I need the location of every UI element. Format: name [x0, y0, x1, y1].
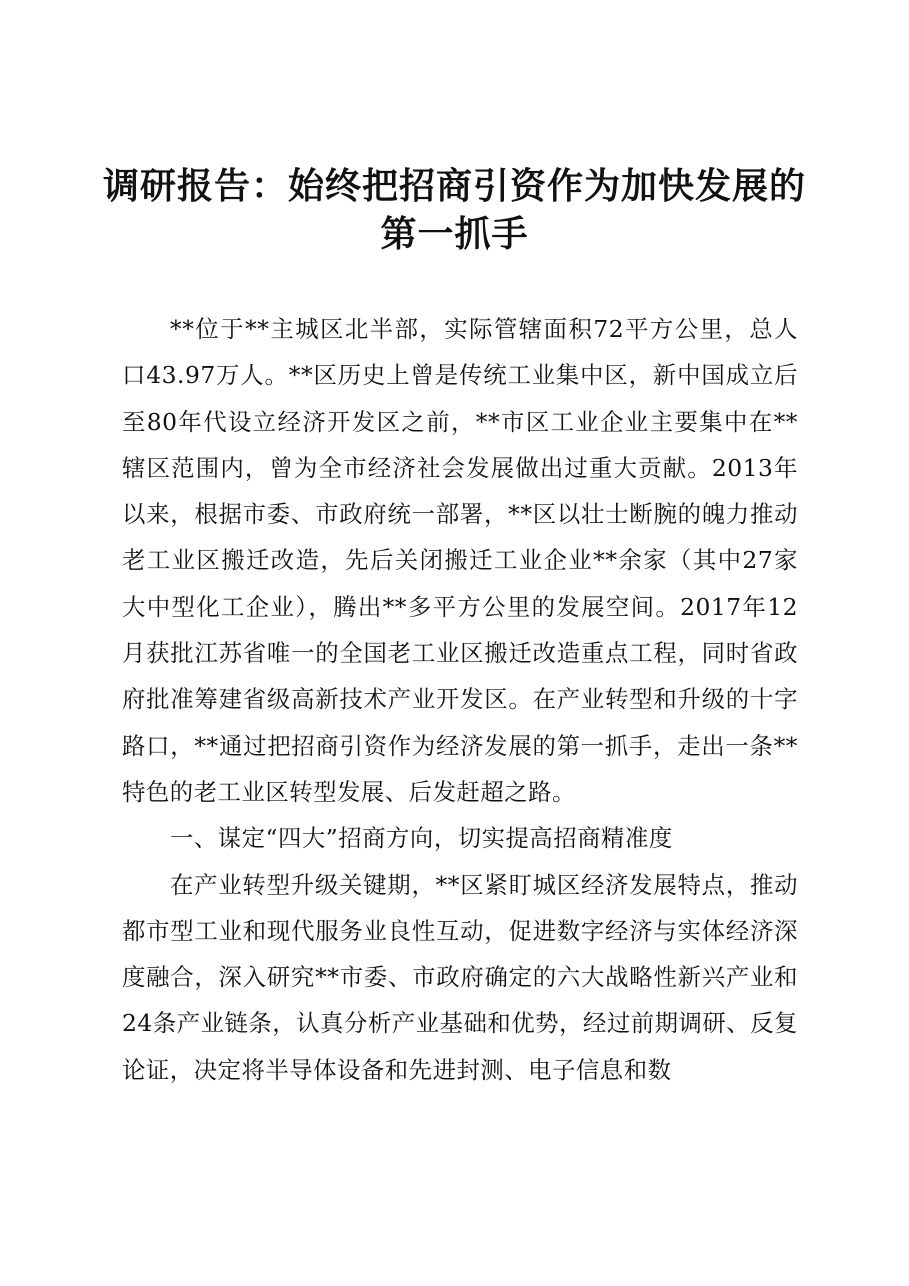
document-title-line-1: 调研报告：始终把招商引资作为加快发展的	[102, 166, 806, 207]
body-paragraph: 在产业转型升级关键期，**区紧盯城区经济发展特点，推动都市型工业和现代服务业良性互动，促进数字经济与实体经济深度融合，深入研究**市委、市政府确定的六大战略性新兴产业和24条产业链条，认真分析产业基础和优势，经过前期调研、反复论证，决定将半导体设备和先进封测、电子信息和数	[122, 870, 798, 1084]
section-heading: 一、谋定“四大”招商方向，切实提高招商精准度	[170, 824, 673, 853]
document-title-line-2: 第一抓手	[380, 214, 529, 255]
document-body	[122, 306, 798, 1093]
body-paragraph: **位于**主城区北半部，实际管辖面积72平方公里，总人口43.97万人。**区历史上曾是传统工业集中区，新中国成立后至80年代设立经济开发区之前，**市区工业企业主要集中在**辖区范围内，曾为全市经济社会发展做出过重大贡献。2013年以来，根据市委、市政府统一部署，**区以壮士断腕的魄力推动老工业区搬迁改造，先后关闭搬迁工业企业**余家（其中27家大中型化工企业），腾出**多平方公里的发展空间。2017年12月获批江苏省唯一的全国老工业区搬迁改造重点工程，同时省政府批准筹建省级高新技术产业开发区。在产业转型和升级的十字路口，**通过把招商引资作为经济发展的第一抓手，走出一条**特色的老工业区转型发展、后发赶超之路。	[122, 315, 798, 806]
